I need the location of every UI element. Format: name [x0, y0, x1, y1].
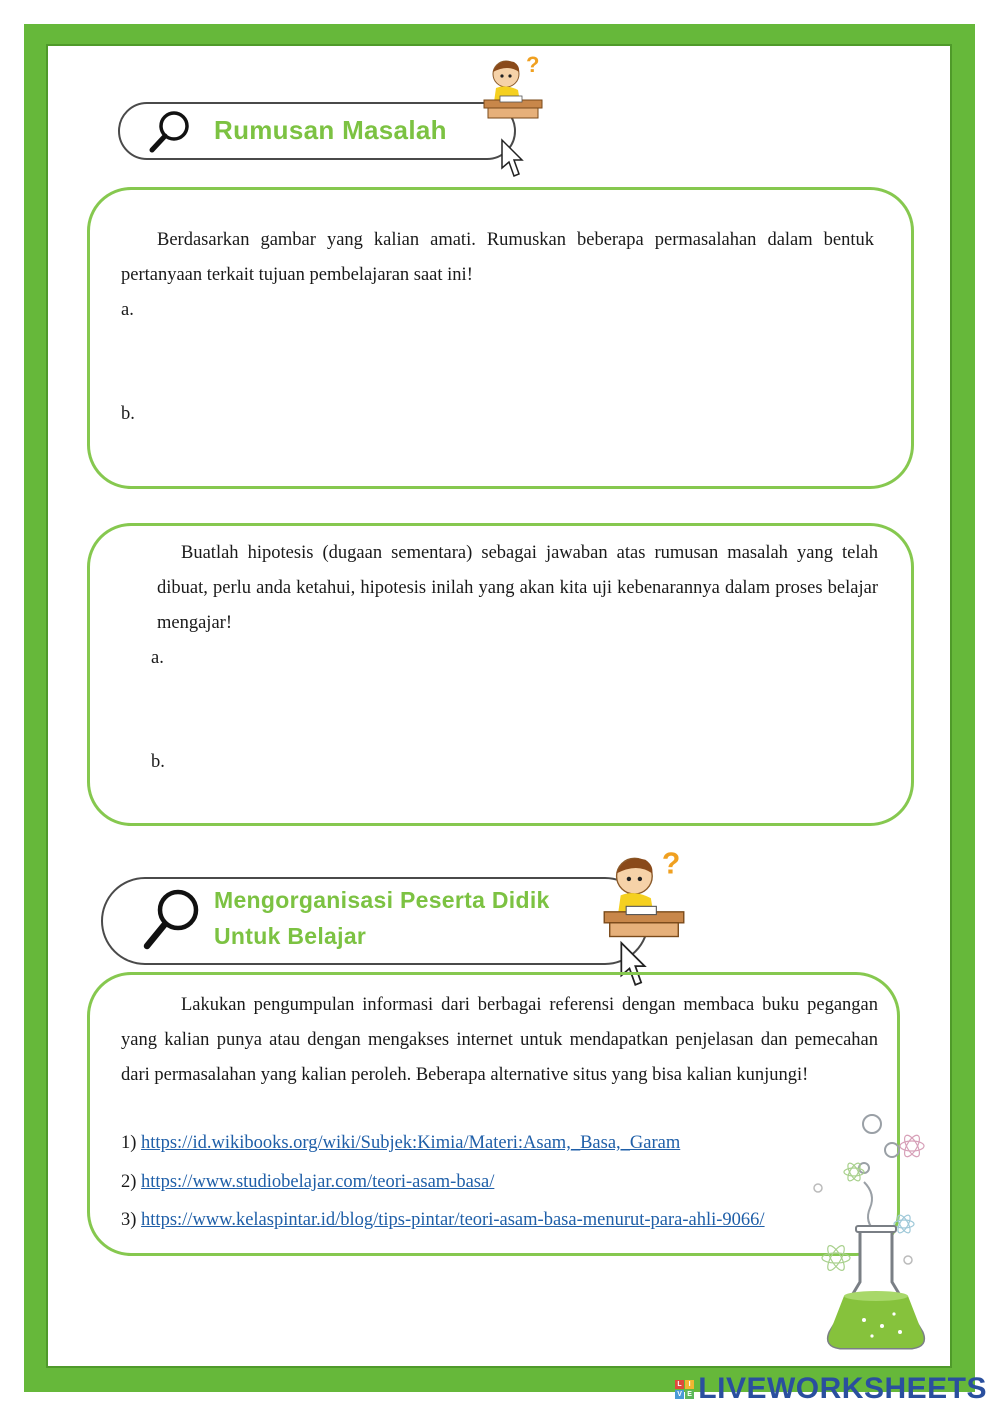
svg-text:?: ? [661, 847, 681, 881]
reference-link-3[interactable]: https://www.kelaspintar.id/blog/tips-pintar/teori-asam-basa-menurut-para-ahli-9066/ [141, 1210, 765, 1230]
hipotesis-item-b: b. [151, 752, 165, 772]
liveworksheets-brand-text: LIVEWORKSHEETS [698, 1372, 987, 1405]
svg-text:?: ? [526, 52, 540, 77]
reference-link-row-3 [121, 1210, 765, 1231]
section-title-mengorganisasi-line1: Mengorganisasi Peserta Didik [214, 887, 550, 913]
mengorganisasi-instruction: Lakukan pengumpulan informasi dari berbagai referensi dengan membaca buku pegangan yang kalian punya atau dengan mengakses internet untuk mendapatkan penjelasan dan pemecahan dari permasalahan yang kalian peroleh. Beberapa alternative situs yang bisa kalian kunjungi! [121, 995, 878, 1085]
thinking-student-illustration [478, 52, 548, 122]
reference-number: 2) [121, 1172, 137, 1192]
reference-number: 3) [121, 1210, 137, 1230]
reference-link-row-1 [121, 1133, 680, 1154]
rumusan-item-b: b. [121, 404, 135, 424]
reference-link-2[interactable]: https://www.studiobelajar.com/teori-asam-basa/ [141, 1172, 495, 1192]
reference-link-1[interactable]: https://id.wikibooks.org/wiki/Subjek:Kimia/Materi:Asam,_Basa,_Garam [141, 1133, 681, 1153]
reference-link-row-2 [121, 1172, 494, 1193]
cursor-icon [500, 138, 524, 180]
flask-illustration [806, 1110, 946, 1360]
rumusan-item-a: a. [121, 300, 134, 320]
section-title-rumusan: Rumusan Masalah [214, 115, 447, 145]
live-logo-icon: L I V E [677, 1380, 693, 1398]
section-title-mengorganisasi-line2: Untuk Belajar [214, 923, 367, 949]
hipotesis-instruction: Buatlah hipotesis (dugaan sementara) sebagai jawaban atas rumusan masalah yang telah dibuat, perlu anda ketahui, hipotesis inilah yang akan kita uji kebenarannya dalam proses belajar mengajar! [157, 543, 878, 633]
thinking-student-illustration [594, 846, 694, 942]
liveworksheets-logo[interactable] [675, 1372, 987, 1406]
magnifier-icon [146, 108, 194, 156]
reference-number: 1) [121, 1133, 137, 1153]
rumusan-instruction: Berdasarkan gambar yang kalian amati. Rumuskan beberapa permasalahan dalam bentuk pertanyaan terkait tujuan pembelajaran saat ini! [121, 230, 874, 285]
magnifier-icon [138, 884, 204, 954]
hipotesis-item-a: a. [151, 648, 164, 668]
